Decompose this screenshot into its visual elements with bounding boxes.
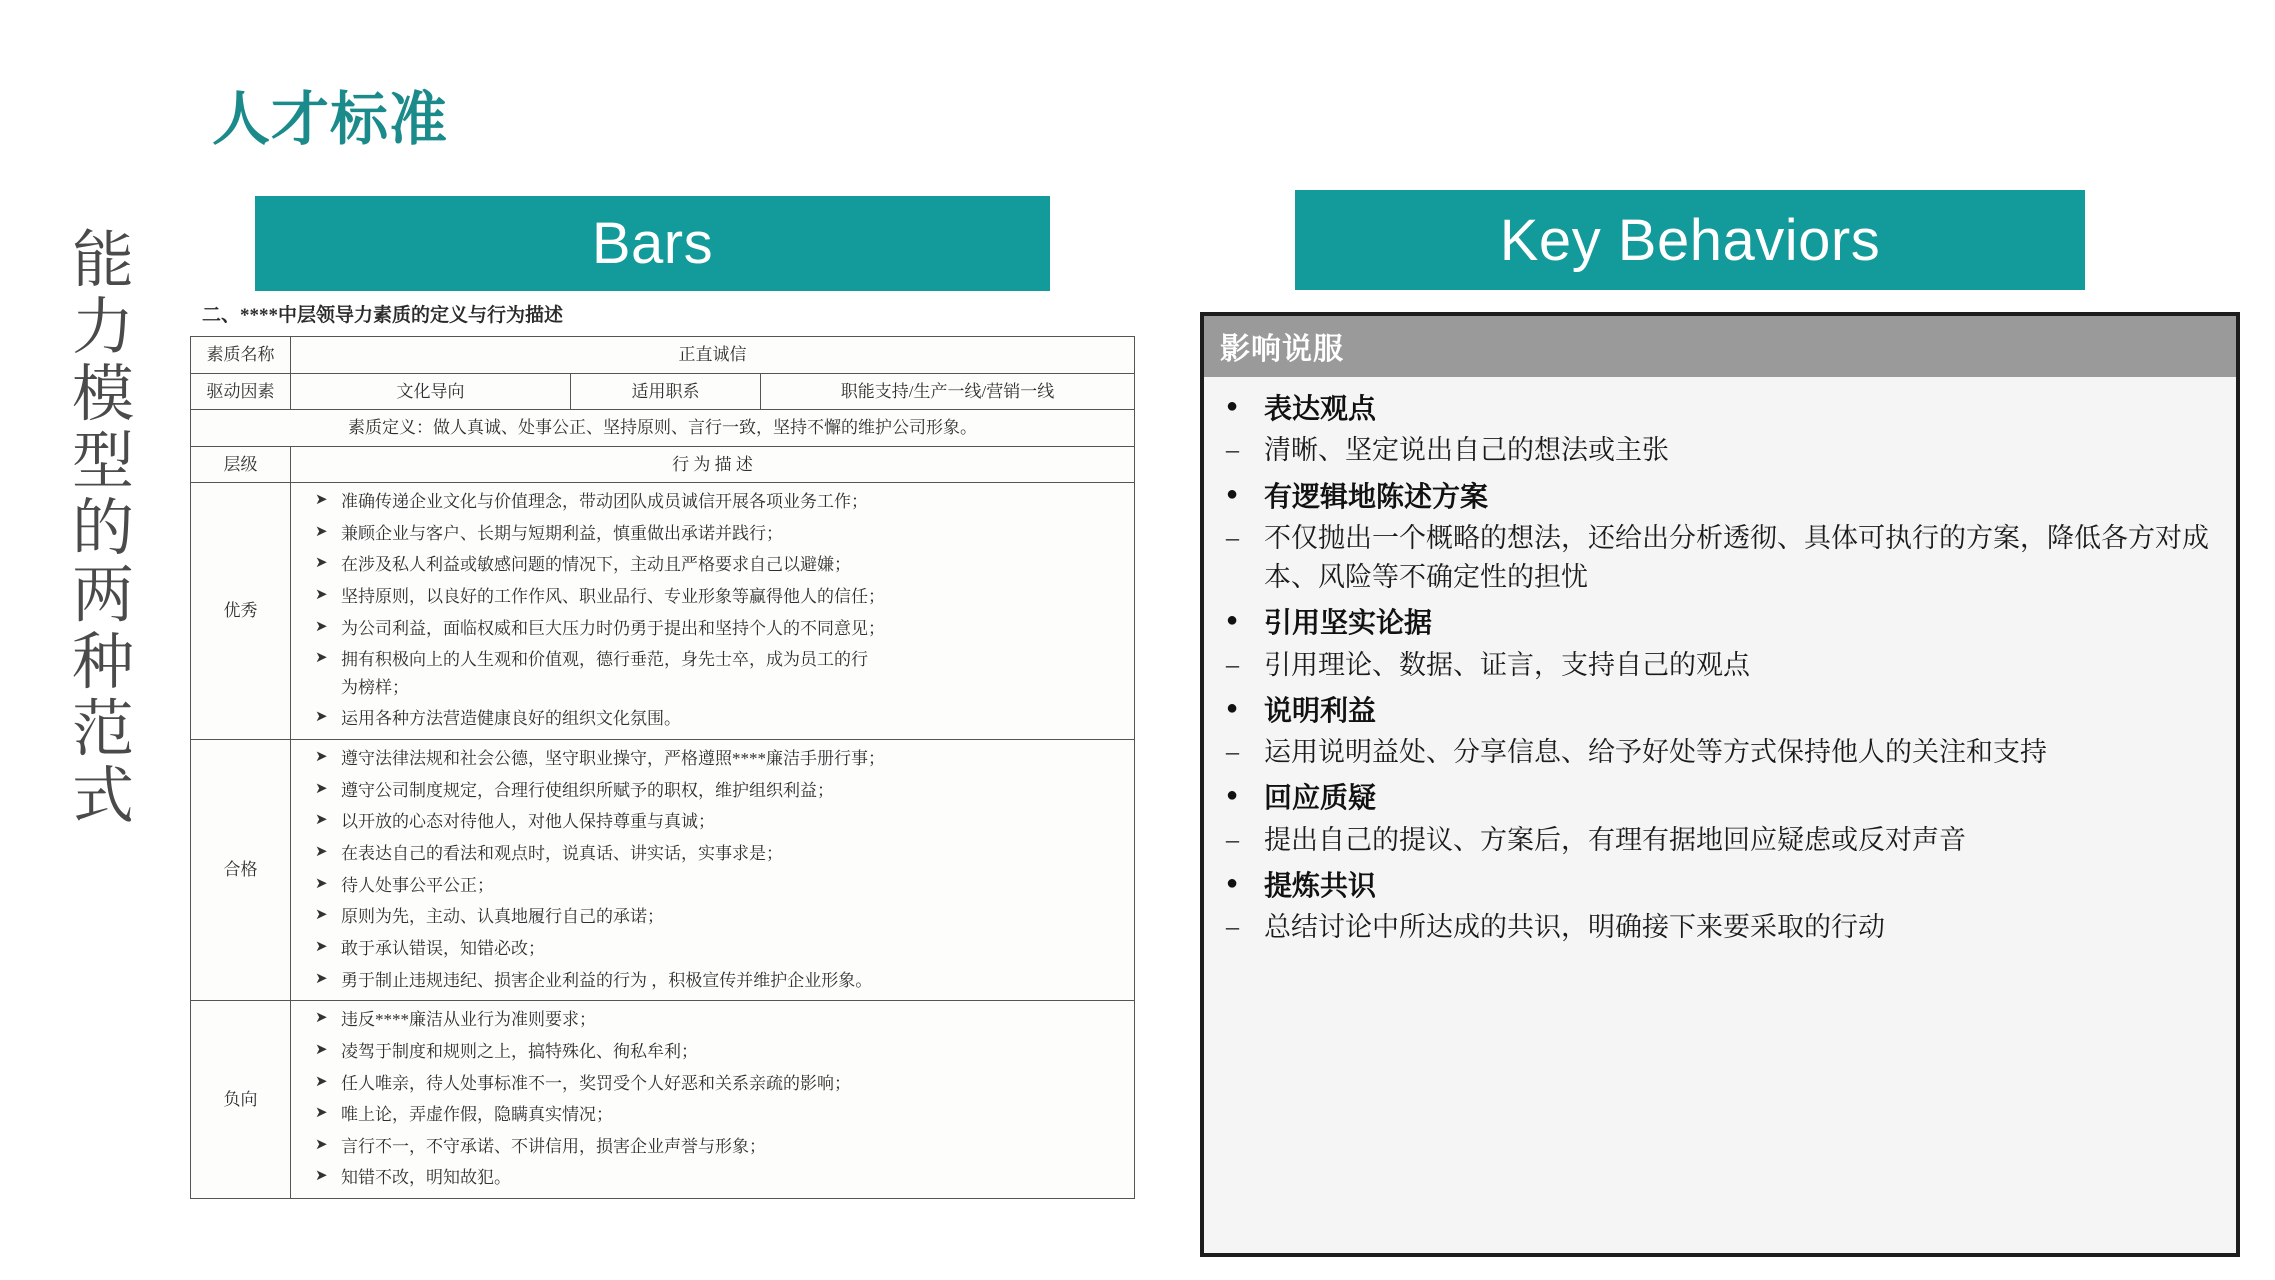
- behavior-text: 违反****廉洁从业行为准则要求；: [341, 1010, 596, 1030]
- behavior-text: 准确传递企业文化与价值理念，带动团队成员诚信开展各项业务工作；: [341, 492, 868, 511]
- key-behavior-title: [1226, 605, 2216, 641]
- cell-behaviors-excellent: [291, 483, 1135, 740]
- key-behavior-title: [1226, 391, 2216, 427]
- behavior-item: [301, 842, 1128, 867]
- arrow-icon: ➤: [315, 749, 328, 766]
- behavior-text: 敢于承认错误，知错必改；: [341, 938, 545, 958]
- key-behavior-title-text: 提炼共识: [1264, 869, 1377, 901]
- cell-definition: 素质定义：做人真诚、处事公正、坚持原则、言行一致，坚持不懈的维护公司形象。: [191, 410, 1135, 447]
- bullet-icon: ●: [1226, 482, 1239, 505]
- table-row: [191, 410, 1135, 447]
- behavior-item: [301, 617, 1128, 642]
- key-behavior-detail-text: 提出自己的提议、方案后，有理有据地回应疑虑或反对声音: [1264, 824, 1966, 855]
- vertical-char: 的: [71, 493, 134, 563]
- dash-icon: –: [1226, 435, 1239, 465]
- key-behavior-title: [1226, 780, 2216, 816]
- behavior-text: 为公司利益，面临权威和巨大压力时仍勇于提出和坚持个人的不同意见；: [341, 618, 885, 638]
- arrow-icon: ➤: [315, 1168, 328, 1185]
- competency-table: [190, 336, 1135, 1199]
- behavior-item: [301, 969, 1128, 994]
- vertical-side-label: [60, 228, 146, 831]
- behavior-text: 原则为先，主动、认真地履行自己的承诺；: [341, 907, 664, 927]
- section-header-key-behaviors: Key Behaviors: [1295, 190, 2085, 290]
- dash-icon: –: [1226, 824, 1239, 854]
- table-row: [191, 483, 1135, 740]
- key-behavior-detail: [1226, 821, 2216, 860]
- behavior-text: 任人唯亲，待人处事标准不一，奖罚受个人好恶和关系亲疏的影响；: [341, 1073, 851, 1093]
- key-behavior-title: [1226, 868, 2216, 904]
- arrow-icon: ➤: [315, 1136, 328, 1153]
- dash-icon: –: [1226, 737, 1239, 767]
- behavior-text: 凌驾于制度和规则之上，搞特殊化、徇私牟利；: [341, 1041, 698, 1061]
- behavior-text: 运用各种方法营造健康良好的组织文化氛围。: [341, 709, 681, 729]
- arrow-icon: ➤: [315, 709, 328, 726]
- key-behavior-detail-text: 不仅抛出一个概略的想法，还给出分析透彻、具体可执行的方案，降低各方对成本、风险等不确定性的担忧: [1264, 522, 2209, 593]
- arrow-icon: ➤: [315, 650, 328, 667]
- document-caption: 二、****中层领导力素质的定义与行为描述: [202, 305, 564, 326]
- behavior-text: 坚持原则，以良好的工作作风、职业品行、专业形象等赢得他人的信任；: [341, 586, 885, 606]
- behavior-item: [301, 779, 1128, 804]
- arrow-icon: ➤: [315, 875, 328, 892]
- behavior-item: [301, 585, 1128, 610]
- table-row: [191, 446, 1135, 483]
- behavior-item: [301, 490, 1128, 515]
- behavior-text: 遵守法律法规和社会公德，坚守职业操守，严格遵照****廉洁手册行事；: [341, 749, 885, 769]
- cell-level-negative: 负向: [191, 1001, 291, 1199]
- behavior-item: [301, 1135, 1128, 1160]
- arrow-icon: ➤: [315, 555, 328, 572]
- arrow-icon: ➤: [315, 1073, 328, 1090]
- behavior-text: 拥有积极向上的人生观和价值观，德行垂范，身先士卒，成为员工的行: [341, 650, 868, 670]
- key-behavior-detail-text: 总结讨论中所达成的共识，明确接下来要采取的行动: [1264, 912, 1885, 943]
- bullet-icon: ●: [1226, 696, 1239, 719]
- behavior-item: [301, 874, 1128, 899]
- vertical-char: 能: [71, 226, 134, 295]
- page-title: 人才标准: [212, 87, 449, 152]
- behavior-item: [301, 1103, 1128, 1128]
- cell-behaviors-qualified: [291, 740, 1135, 1001]
- cell-behavior-header: 行 为 描 述: [291, 446, 1135, 483]
- arrow-icon: ➤: [315, 492, 328, 508]
- vertical-char: 型: [71, 426, 134, 496]
- table-row: [191, 337, 1135, 374]
- table-row: [191, 373, 1135, 410]
- arrow-icon: ➤: [315, 844, 328, 861]
- key-behavior-title-text: 表达观点: [1264, 393, 1377, 424]
- behavior-item: [301, 747, 1128, 772]
- cell-level-excellent: 优秀: [191, 483, 291, 740]
- key-behavior-detail: [1226, 908, 2216, 947]
- arrow-icon: ➤: [315, 938, 328, 955]
- arrow-icon: ➤: [315, 1105, 328, 1122]
- key-behavior-title-text: 有逻辑地陈述方案: [1264, 480, 1489, 512]
- behavior-item: [301, 522, 1128, 547]
- behavior-text: 遵守公司制度规定，合理行使组织所赋予的职权，维护组织利益；: [341, 780, 834, 800]
- behavior-item: [301, 1008, 1128, 1033]
- key-behaviors-panel: [1200, 312, 2240, 1257]
- arrow-icon: ➤: [315, 1010, 328, 1027]
- behavior-item: [301, 553, 1128, 578]
- key-behavior-title-text: 说明利益: [1264, 694, 1377, 726]
- behavior-text: 以开放的心态对待他人，对他人保持尊重与真诚；: [341, 812, 715, 832]
- cell-driver-label: 驱动因素: [191, 373, 291, 410]
- vertical-char: 模: [71, 359, 134, 429]
- behavior-item: [301, 810, 1128, 835]
- key-behavior-title-text: 回应质疑: [1264, 782, 1377, 814]
- bullet-icon: ●: [1226, 609, 1239, 632]
- behavior-text: 兼顾企业与客户、长期与短期利益，慎重做出承诺并践行；: [341, 523, 783, 543]
- arrow-icon: ➤: [315, 970, 328, 987]
- cell-level-qualified: 合格: [191, 740, 291, 1001]
- table-row: [191, 1001, 1135, 1199]
- key-behavior-detail: [1226, 733, 2216, 772]
- bullet-icon: ●: [1226, 395, 1239, 417]
- key-behavior-detail-text: 运用说明益处、分享信息、给予好处等方式保持他人的关注和支持: [1264, 737, 2047, 768]
- cell-behaviors-negative: [291, 1001, 1135, 1199]
- behavior-item: [301, 937, 1128, 962]
- behavior-text: 待人处事公平公正；: [341, 875, 494, 895]
- behavior-item: [301, 1166, 1128, 1191]
- arrow-icon: ➤: [315, 780, 328, 797]
- behavior-text: 知错不改，明知故犯。: [341, 1168, 511, 1188]
- key-behaviors-body: [1204, 377, 2236, 959]
- key-behavior-detail: [1226, 646, 2216, 685]
- section-header-bars: Bars: [255, 196, 1050, 291]
- key-behavior-detail: [1226, 431, 2216, 470]
- behavior-continuation: 为榜样；: [341, 677, 409, 697]
- cell-driver-support: 职能支持/生产一线/营销一线: [761, 373, 1135, 410]
- arrow-icon: ➤: [315, 907, 328, 924]
- vertical-char: 种: [71, 627, 134, 697]
- behavior-text: 在涉及私人利益或敏感问题的情况下，主动且严格要求自己以避嫌；: [341, 555, 851, 575]
- behavior-item: [301, 648, 1128, 673]
- behavior-item: [301, 1072, 1128, 1097]
- arrow-icon: ➤: [315, 1041, 328, 1058]
- cell-level-label: 层级: [191, 446, 291, 483]
- behavior-text: 言行不一，不守承诺、不讲信用，损害企业声誉与形象；: [341, 1136, 766, 1156]
- vertical-char: 范: [71, 694, 134, 764]
- table-row: [191, 740, 1135, 1001]
- key-behavior-detail-text: 引用理论、数据、证言，支持自己的观点: [1264, 649, 1750, 680]
- arrow-icon: ➤: [315, 812, 328, 829]
- key-behavior-detail: [1226, 519, 2216, 597]
- bars-document: [190, 300, 1160, 1260]
- key-behavior-title: [1226, 479, 2216, 515]
- vertical-char: 两: [71, 560, 134, 630]
- bullet-icon: ●: [1226, 784, 1239, 807]
- behavior-text: 唯上论，弄虚作假，隐瞒真实情况；: [341, 1105, 613, 1125]
- arrow-icon: ➤: [315, 586, 328, 603]
- behavior-item: [301, 905, 1128, 930]
- arrow-icon: ➤: [315, 618, 328, 635]
- key-behaviors-header: 影响说服: [1204, 316, 2236, 377]
- dash-icon: –: [1226, 649, 1239, 679]
- bullet-icon: ●: [1226, 871, 1239, 894]
- key-behavior-detail-text: 清晰、坚定说出自己的想法或主张: [1264, 435, 1669, 466]
- behavior-item: [301, 1040, 1128, 1065]
- dash-icon: –: [1226, 912, 1239, 942]
- key-behavior-title: [1226, 693, 2216, 729]
- cell-driver-culture: 文化导向: [291, 373, 571, 410]
- vertical-char: 式: [71, 761, 134, 831]
- arrow-icon: ➤: [315, 523, 328, 540]
- behavior-text: 在表达自己的看法和观点时，说真话、讲实话，实事求是；: [341, 844, 783, 864]
- dash-icon: –: [1226, 522, 1239, 552]
- behavior-item: [301, 707, 1128, 732]
- key-behavior-title-text: 引用坚实论据: [1264, 607, 1433, 639]
- behavior-text: 勇于制止违规违纪、损害企业利益的行为 ，积极宣传并维护企业形象。: [341, 970, 873, 990]
- cell-driver-position: 适用职系: [571, 373, 761, 410]
- cell-name-value: 正直诚信: [291, 337, 1135, 374]
- cell-name-label: 素质名称: [191, 337, 291, 374]
- vertical-char: 力: [71, 292, 134, 362]
